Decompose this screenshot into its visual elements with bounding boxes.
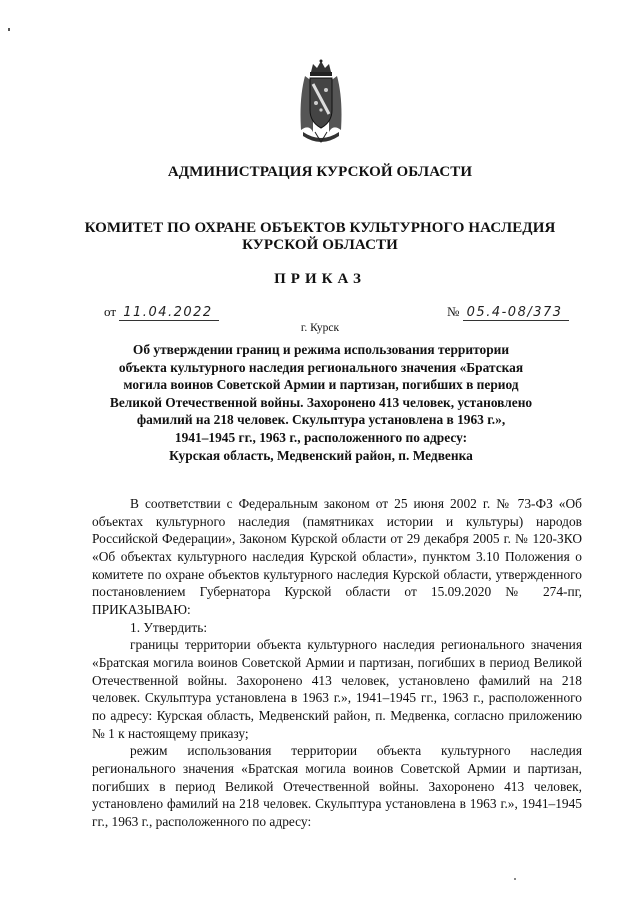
subject-line: Курская область, Медвенский район, п. Медвенка [169,447,473,463]
order-body [92,495,582,830]
committee-name-line1: КОМИТЕТ ПО ОХРАНЕ ОБЪЕКТОВ КУЛЬТУРНОГО НАСЛЕДИЯ [84,220,556,236]
subject-line: Об утверждении границ и режима использования территории [132,342,510,357]
number-prefix: № [447,304,460,319]
subject-line: 1941–1945 гг., 1963 г., расположенного по адресу: [174,429,468,445]
subject-line: объекта культурного наследия регионального значения «Братская [118,359,524,375]
city: г. Курск [300,322,340,334]
date-prefix: от [104,304,117,319]
order-number [447,304,569,321]
number-value: 05.4-08/373 [463,305,569,321]
administration-name: АДМИНИСТРАЦИЯ КУРСКОЙ ОБЛАСТИ [167,164,473,180]
subject-line: фамилий на 218 человек. Скульптура установлена в 1963 г.», [136,412,506,428]
order-subject [96,341,546,464]
scan-artifact [514,878,516,880]
date-value: 11.04.2022 [119,305,218,321]
body-paragraph: 1. Утвердить: [130,619,208,635]
order-title: ПРИКАЗ [274,271,366,287]
scan-artifact [8,28,10,31]
subject-line: могила воинов Советской Армии и партизан, погибших в период [123,377,519,393]
body-paragraph: В соответствии с Федеральным законом от 25 июня 2002 г. № 73-ФЗ «Об объектах культурного наследия (памятниках истории и культуры) народов Российской Федерации», Законом Курской области от 29 декабря 2005 г. № 120-ЗКО «Об объектах культурного наследия Курской области», пунктом 3.10 Положения о комитете по охране объектов культурного наследия Курской области, утвержденного постановлением Губернатора Курской области от 15.09.2020 № 274-пг, ПРИКАЗЫВАЮ: [92,496,582,617]
order-date [104,304,219,321]
body-paragraph: границы территории объекта культурного наследия регионального значения «Братская могила воинов Советской Армии и партизан, погибших в период Великой Отечественной войны. Захоронено 413 человек, установлено фамилий на 218 человек. Скульптура установлена в 1963 г.», 1941–1945 гг., 1963 г., расположенного по адресу: Курская область, Медвенский район, п. Медвенка, согласно приложению № 1 к настоящему приказу; [92,637,582,741]
subject-line: Великой Отечественной войны. Захоронено 413 человек, установлено [109,394,533,410]
body-paragraph: режим использования территории объекта культурного наследия регионального значения «Братская могила воинов Советской Армии и партизан, погибших в период Великой Отечественной войны. Захоронено 413 человек, установлено фамилий на 218 человек. Скульптура установлена в 1963 г.», 1941–1945 гг., 1963 г., расположенного по адресу: [92,743,582,829]
coat-of-arms-icon [295,58,347,146]
committee-name-line2: КУРСКОЙ ОБЛАСТИ [242,237,398,253]
